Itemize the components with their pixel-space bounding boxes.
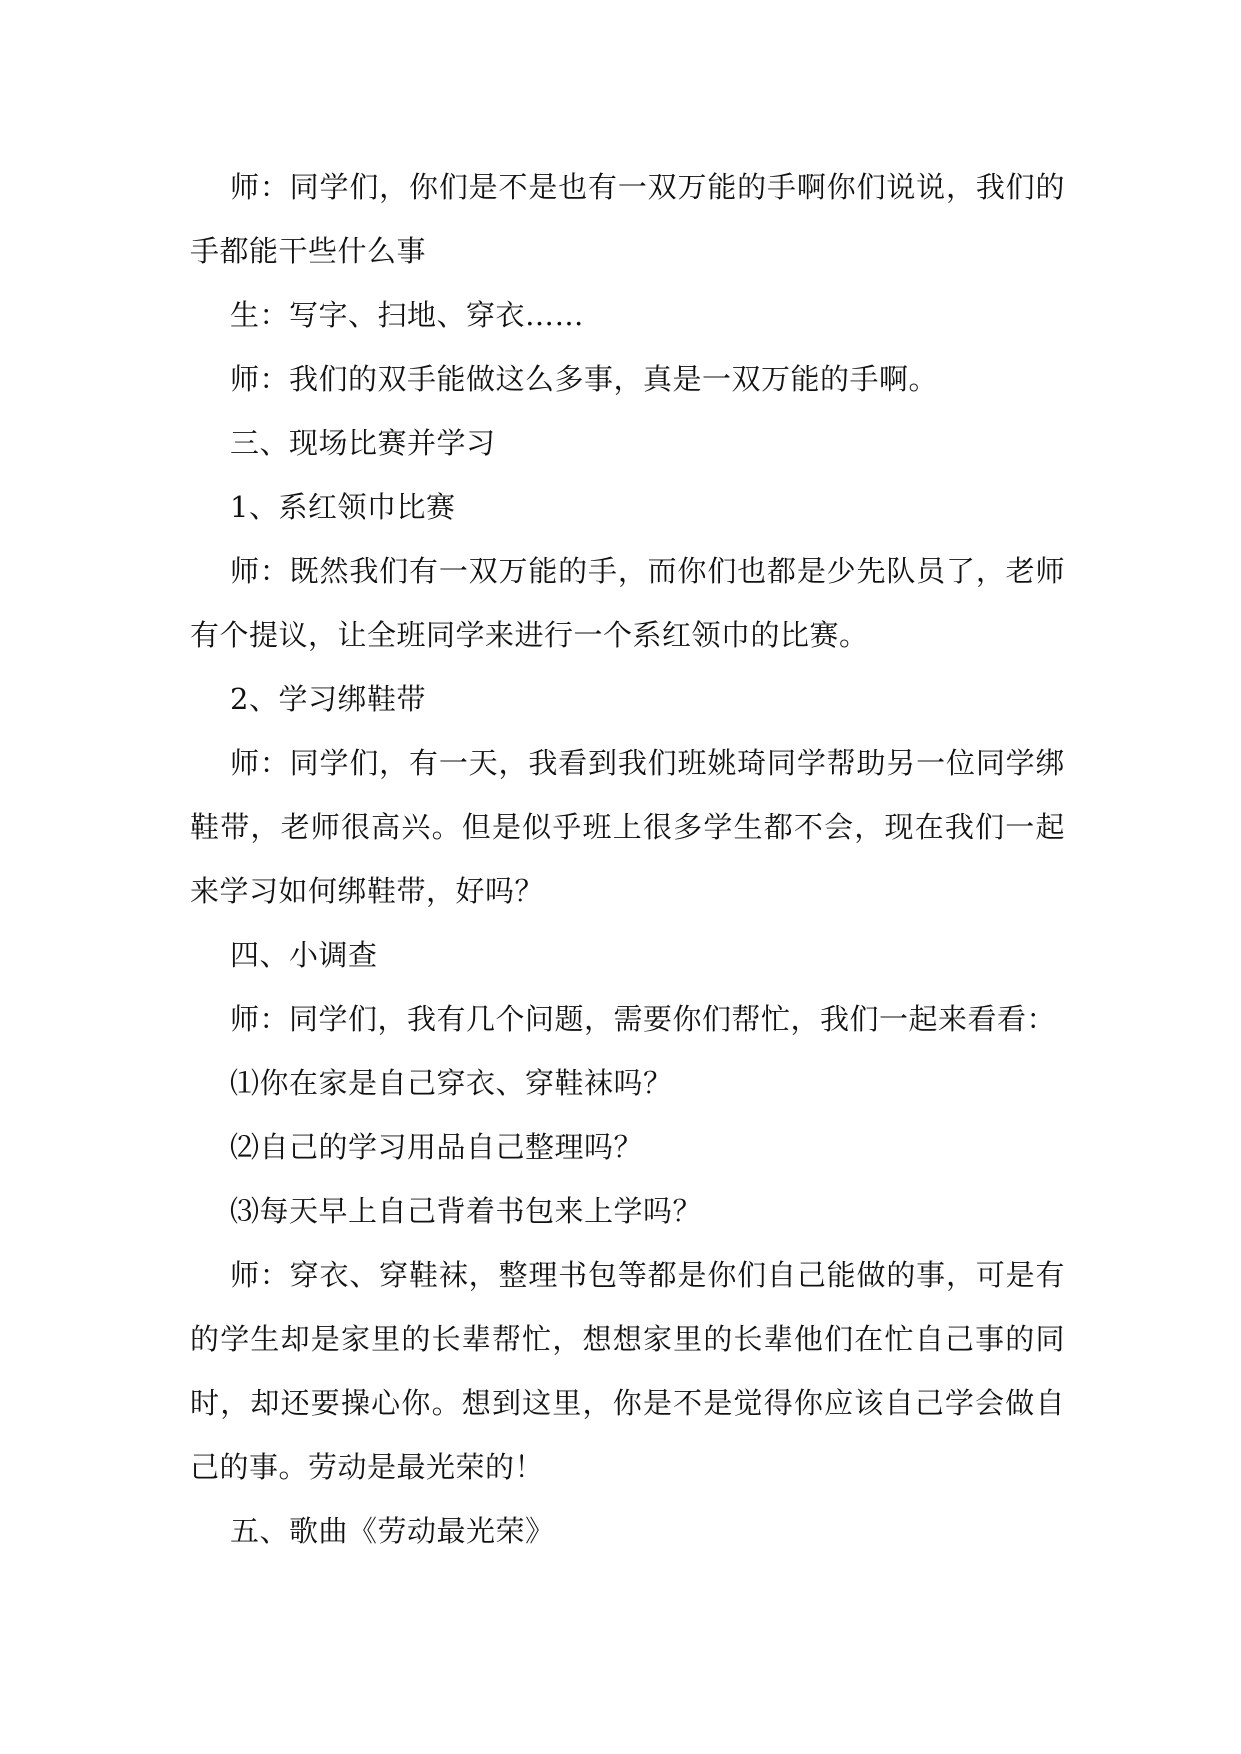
survey-question-1: ⑴你在家是自己穿衣、穿鞋袜吗？: [230, 1066, 673, 1100]
paragraph-teacher-question: 师：同学们，你们是不是也有一双万能的手啊你们说说，我们的手都能干些什么事: [190, 170, 1065, 268]
paragraph-shoelace: 师：同学们，有一天，我看到我们班姚琦同学帮助另一位同学绑鞋带，老师很高兴。但是似乎班上很多学生都不会，现在我们一起来学习如何绑鞋带，好吗？: [190, 746, 1065, 908]
paragraph-survey-intro: 师：同学们，我有几个问题，需要你们帮忙，我们一起来看看：: [230, 1002, 1057, 1036]
section-heading-4: 四、小调查: [230, 938, 378, 972]
subheading-2: 2、学习绑鞋带: [230, 682, 426, 716]
section-heading-3: 三、现场比赛并学习: [230, 426, 496, 460]
paragraph-student-answer: 生：写字、扫地、穿衣……: [230, 298, 585, 332]
paragraph-scarf-contest: 师：既然我们有一双万能的手，而你们也都是少先队员了，老师有个提议，让全班同学来进行一个系红领巾的比赛。: [190, 554, 1065, 652]
paragraph-labor-conclusion: 师：穿衣、穿鞋袜，整理书包等都是你们自己能做的事，可是有的学生却是家里的长辈帮忙，想想家里的长辈他们在忙自己事的同时，却还要操心你。想到这里，你是不是觉得你应该自己学会做自己的事。劳动是最光荣的！: [190, 1258, 1065, 1484]
section-heading-5: 五、歌曲《劳动最光荣》: [230, 1514, 555, 1548]
subheading-1: 1、系红领巾比赛: [230, 490, 456, 524]
document-body: [190, 155, 1065, 1563]
survey-question-3: ⑶每天早上自己背着书包来上学吗？: [230, 1194, 703, 1228]
survey-question-2: ⑵自己的学习用品自己整理吗？: [230, 1130, 644, 1164]
paragraph-teacher-summary: 师：我们的双手能做这么多事，真是一双万能的手啊。: [230, 362, 939, 396]
